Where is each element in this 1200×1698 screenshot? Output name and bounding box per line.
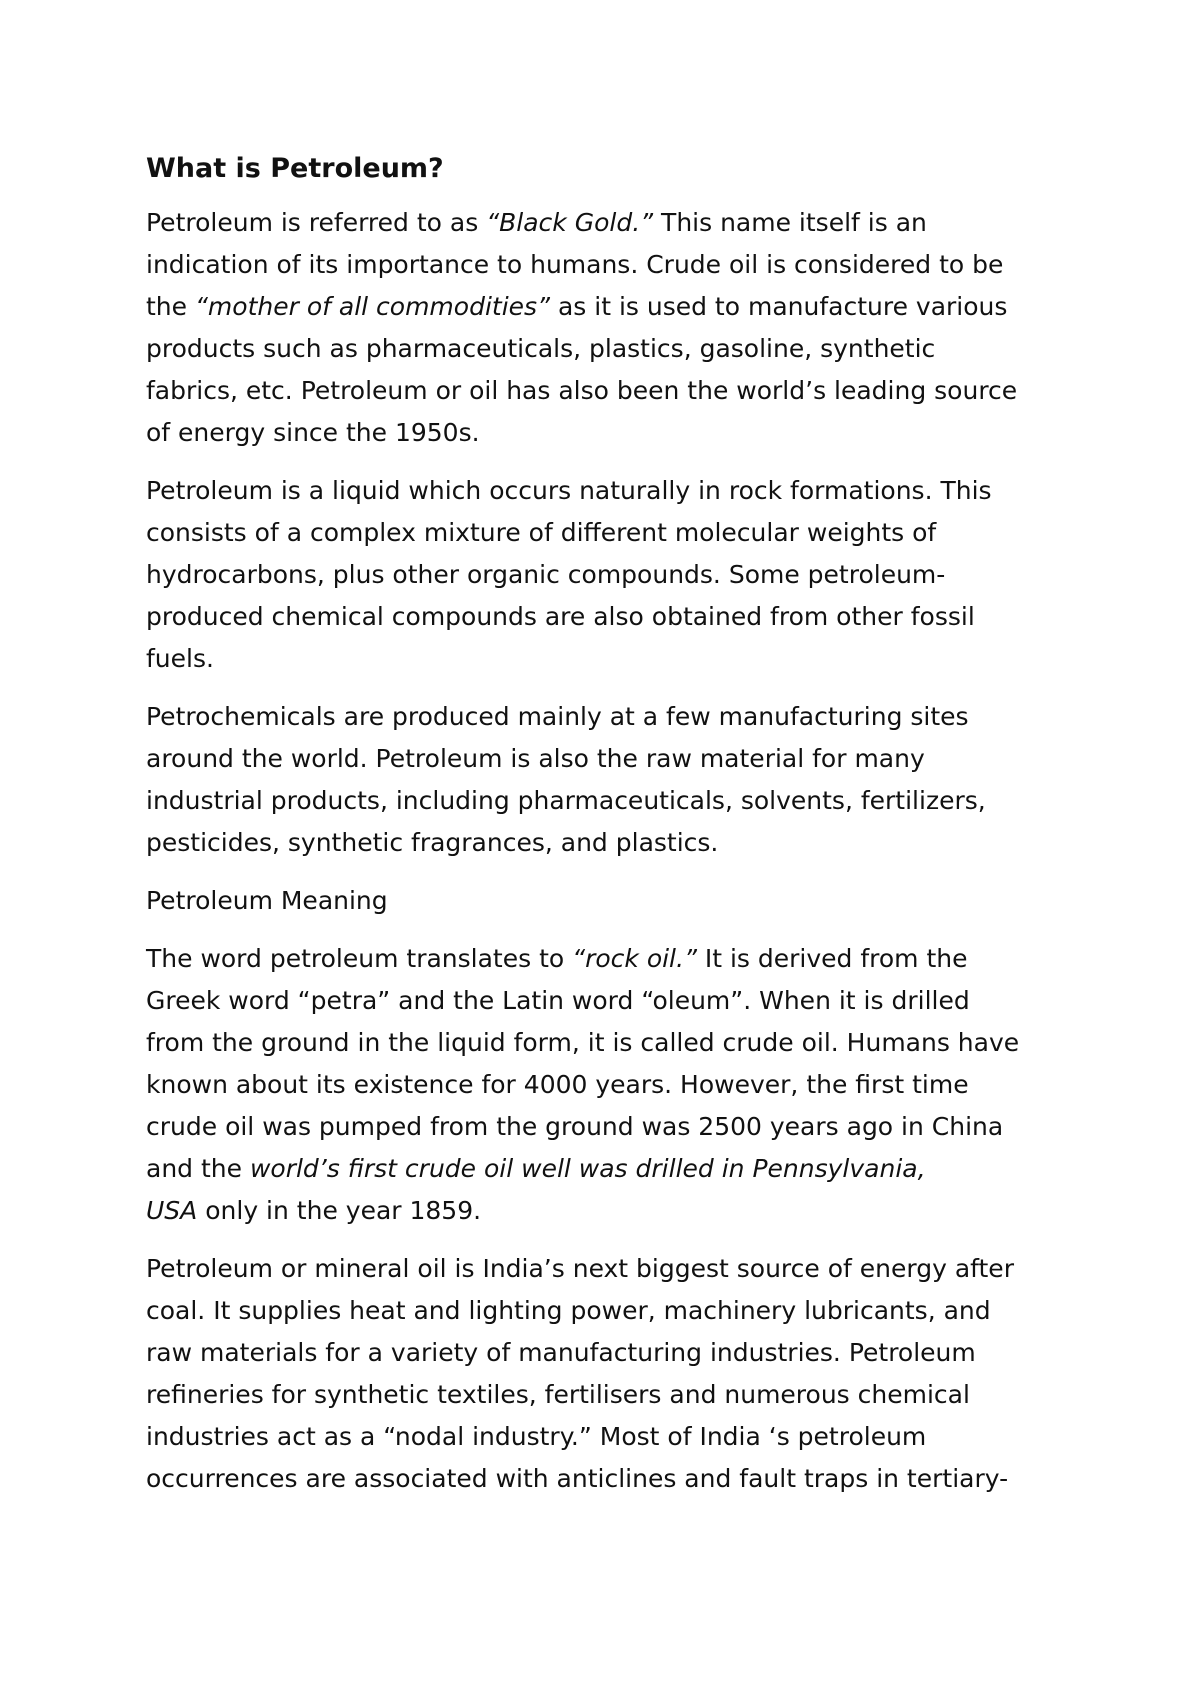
text-run: It is derived from the <box>696 944 968 973</box>
text-line: coal. It supplies heat and lighting power, machinery lubricants, and <box>146 1296 991 1325</box>
paragraph-liquid <box>146 470 1076 680</box>
italic-text-run: world’s first crude oil well was drilled in Pennsylvania, <box>249 1154 926 1183</box>
text-line: products such as pharmaceuticals, plastics, gasoline, synthetic <box>146 334 936 363</box>
text-line: Petroleum is a liquid which occurs naturally in rock formations. This <box>146 476 992 505</box>
text-line: fabrics, etc. Petroleum or oil has also been the world’s leading source <box>146 376 1018 405</box>
paragraph-petrochemicals <box>146 696 1076 864</box>
text-run: and the <box>146 1154 250 1183</box>
document-body <box>146 148 1076 1516</box>
subheading-petroleum-meaning <box>146 880 1076 922</box>
italic-text-run: “mother of all commodities” <box>194 292 551 321</box>
text-line: Petrochemicals are produced mainly at a few manufacturing sites <box>146 702 969 731</box>
text-line <box>146 202 1076 244</box>
italic-text-run: “rock oil.” <box>572 944 697 973</box>
text-line <box>146 1148 1076 1190</box>
text-line: consists of a complex mixture of different molecular weights of <box>146 518 937 547</box>
text-line: crude oil was pumped from the ground was 2500 years ago in China <box>146 1112 1004 1141</box>
text-line: refineries for synthetic textiles, fertilisers and numerous chemical <box>146 1380 970 1409</box>
text-line: raw materials for a variety of manufacturing industries. Petroleum <box>146 1338 976 1367</box>
text-run: as it is used to manufacture various <box>550 292 1008 321</box>
text-run: The word petroleum translates to <box>146 944 573 973</box>
text-line: Petroleum or mineral oil is India’s next biggest source of energy after <box>146 1254 1014 1283</box>
text-run: the <box>146 292 195 321</box>
text-line: industries act as a “nodal industry.” Most of India ‘s petroleum <box>146 1422 927 1451</box>
text-line: hydrocarbons, plus other organic compounds. Some petroleum- <box>146 560 946 589</box>
text-line <box>146 286 1076 328</box>
text-line: fuels. <box>146 644 214 673</box>
italic-text-run: “Black Gold.” <box>486 208 654 237</box>
text-line: of energy since the 1950s. <box>146 418 480 447</box>
text-run: only in the year 1859. <box>197 1196 482 1225</box>
paragraph-meaning <box>146 938 1076 1232</box>
text-line: industrial products, including pharmaceuticals, solvents, fertilizers, <box>146 786 986 815</box>
text-line <box>146 1190 1076 1232</box>
text-line <box>146 938 1076 980</box>
paragraph-black-gold <box>146 202 1076 454</box>
text-line: produced chemical compounds are also obtained from other fossil <box>146 602 975 631</box>
text-line: occurrences are associated with anticlines and fault traps in tertiary- <box>146 1464 1009 1493</box>
text-line: Greek word “petra” and the Latin word “oleum”. When it is drilled <box>146 986 970 1015</box>
text-run: This name itself is an <box>653 208 927 237</box>
text-line: pesticides, synthetic fragrances, and plastics. <box>146 828 719 857</box>
text-line: from the ground in the liquid form, it is called crude oil. Humans have <box>146 1028 1020 1057</box>
text-line: indication of its importance to humans. Crude oil is considered to be <box>146 250 1004 279</box>
text-line: known about its existence for 4000 years. However, the first time <box>146 1070 969 1099</box>
text-line: Petroleum Meaning <box>146 886 388 915</box>
text-line: around the world. Petroleum is also the raw material for many <box>146 744 925 773</box>
paragraph-india <box>146 1248 1076 1500</box>
page-title: What is Petroleum? <box>146 153 444 184</box>
italic-text-run: USA <box>146 1196 198 1225</box>
text-run: Petroleum is referred to as <box>146 208 487 237</box>
